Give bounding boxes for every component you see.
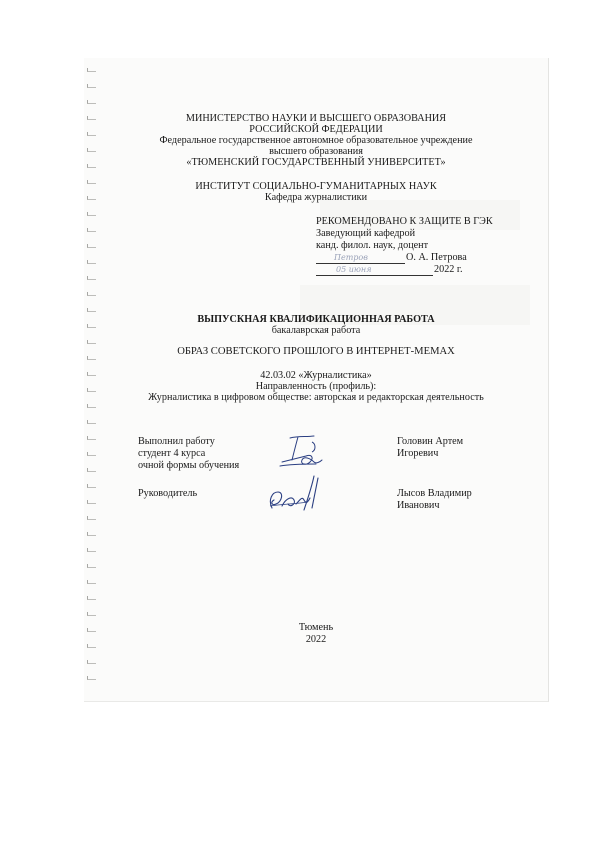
- footer-year: 2022: [305, 634, 327, 645]
- handwritten-date: 05 июня: [336, 265, 372, 274]
- head-name: О. А. Петрова: [406, 252, 467, 263]
- work-type: ВЫПУСКНАЯ КВАЛИФИКАЦИОННАЯ РАБОТА: [197, 314, 435, 325]
- student-name-1: Головин Артем: [397, 436, 464, 447]
- work-level: бакалаврская работа: [271, 325, 361, 336]
- orientation-label: Направленность (профиль):: [255, 381, 377, 392]
- student-label-1: Выполнил работу: [138, 436, 215, 447]
- department-name: Кафедра журналистики: [264, 192, 368, 203]
- student-signature: [276, 432, 332, 472]
- institution-line-1: Федеральное государственное автономное образовательное учреждение: [159, 135, 473, 146]
- student-name-2: Игоревич: [397, 448, 439, 459]
- ministry-line-1: МИНИСТЕРСТВО НАУКИ И ВЫСШЕГО ОБРАЗОВАНИЯ: [185, 113, 447, 124]
- specialty-code: 42.03.02 «Журналистика»: [260, 370, 372, 381]
- student-label-2: студент 4 курса: [138, 448, 206, 459]
- approval-role: Заведующий кафедрой: [316, 228, 416, 239]
- footer-city: Тюмень: [298, 622, 334, 633]
- student-label-3: очной формы обучения: [138, 460, 240, 471]
- institute-name: ИНСТИТУТ СОЦИАЛЬНО-ГУМАНИТАРНЫХ НАУК: [195, 181, 437, 192]
- orientation-text: Журналистика в цифровом обществе: авторская и редакторская деятельность: [148, 392, 484, 403]
- institution-line-2: высшего образования: [269, 146, 363, 157]
- work-title: ОБРАЗ СОВЕТСКОГО ПРОШЛОГО В ИНТЕРНЕТ-МЕМАХ: [177, 346, 455, 357]
- date-line: [316, 264, 433, 276]
- university-name: «ТЮМЕНСКИЙ ГОСУДАРСТВЕННЫЙ УНИВЕРСИТЕТ»: [186, 157, 446, 168]
- supervisor-name-2: Иванович: [397, 500, 440, 511]
- supervisor-signature: [262, 470, 332, 518]
- approval-date: 2022 г.: [434, 264, 463, 275]
- supervisor-label: Руководитель: [138, 488, 198, 499]
- ministry-line-2: РОССИЙСКОЙ ФЕДЕРАЦИИ: [249, 124, 383, 135]
- approval-degree: канд. филол. наук, доцент: [316, 240, 429, 251]
- supervisor-name-1: Лысов Владимир: [397, 488, 472, 499]
- approval-title: РЕКОМЕНДОВАНО К ЗАЩИТЕ В ГЭК: [316, 216, 493, 227]
- head-handwritten-signature: Петров: [334, 253, 368, 262]
